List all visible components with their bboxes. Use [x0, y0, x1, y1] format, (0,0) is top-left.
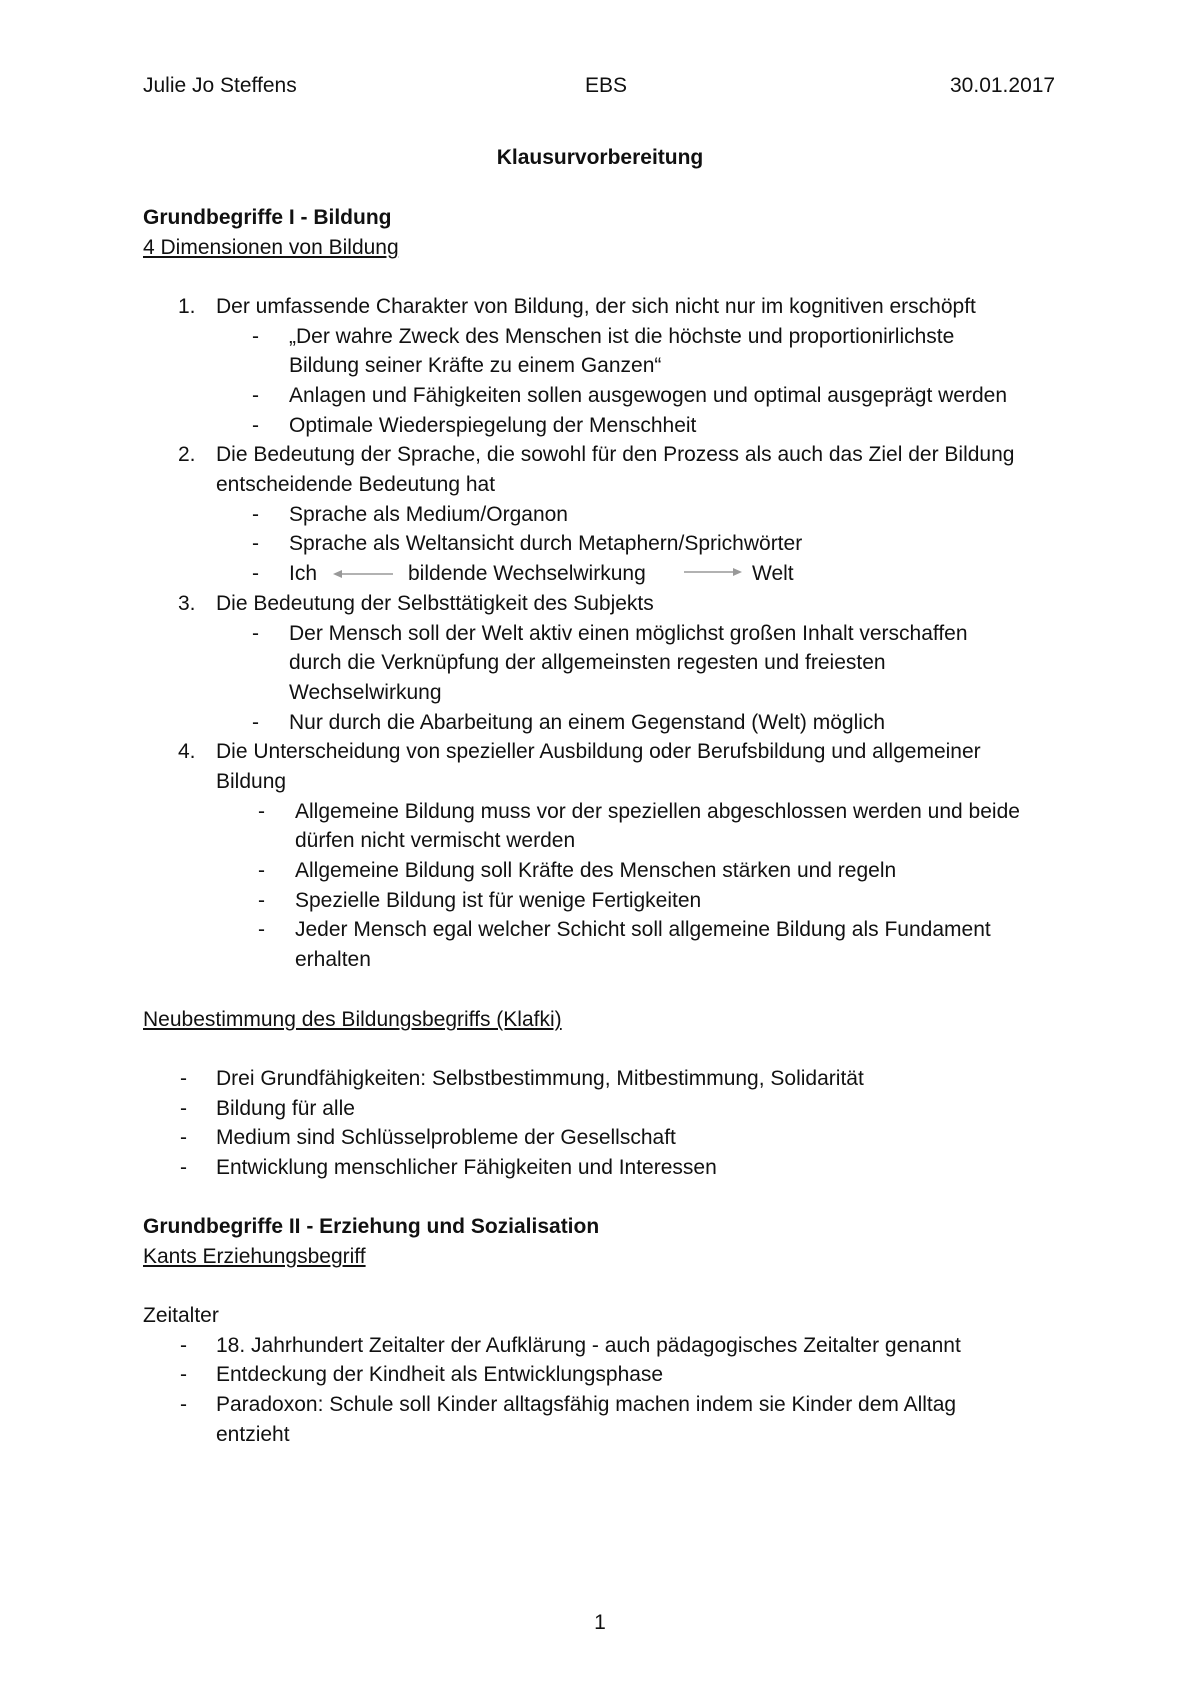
section2-bullet1: Drei Grundfähigkeiten: Selbstbestimmung, Mitbestimmung, Solidarität	[216, 1067, 864, 1090]
item1-bullet2-dash: -	[252, 384, 259, 407]
item2-bullet2-dash: -	[252, 532, 259, 555]
item3-bullet1-line3: Wechselwirkung	[289, 681, 442, 704]
section1-heading: Grundbegriffe I - Bildung	[143, 206, 392, 229]
section2-bullet1-dash: -	[180, 1067, 187, 1090]
item3-bullet2-dash: -	[252, 711, 259, 734]
item4-bullet3-dash: -	[258, 889, 265, 912]
item4-bullet3-line1: Spezielle Bildung ist für wenige Fertigkeiten	[295, 889, 702, 912]
item1-bullet1-dash: -	[252, 325, 259, 348]
header-author: Julie Jo Steffens	[143, 74, 297, 97]
item4-bullet4-line1: Jeder Mensch egal welcher Schicht soll allgemeine Bildung als Fundament	[295, 918, 991, 941]
section3-bullet2: Entdeckung der Kindheit als Entwicklungsphase	[216, 1363, 664, 1386]
item3-bullet2-line1: Nur durch die Abarbeitung an einem Gegenstand (Welt) möglich	[289, 711, 886, 734]
item2-bullet1-dash: -	[252, 503, 259, 526]
section3-bullet3-line2: entzieht	[216, 1423, 290, 1446]
item3-line1: Die Bedeutung der Selbsttätigkeit des Subjekts	[216, 592, 654, 615]
section3-bullet3-dash: -	[180, 1393, 187, 1416]
section3-bullet3-line1: Paradoxon: Schule soll Kinder alltagsfähig machen indem sie Kinder dem Alltag	[216, 1393, 957, 1416]
item2-number: 2.	[178, 443, 196, 466]
section2-bullet2: Bildung für alle	[216, 1097, 355, 1120]
item1-line1: Der umfassende Charakter von Bildung, der sich nicht nur im kognitiven erschöpft	[216, 295, 976, 318]
item3-bullet1-line1: Der Mensch soll der Welt aktiv einen möglichst großen Inhalt verschaffen	[289, 622, 968, 645]
item3-number: 3.	[178, 592, 196, 615]
item3-bullet1-line2: durch die Verknüpfung der allgemeinsten regesten und freiesten	[289, 651, 886, 674]
item3-bullet1-dash: -	[252, 622, 259, 645]
item4-number: 4.	[178, 740, 196, 763]
relation-left: Ich	[289, 562, 318, 585]
page-title: Klausurvorbereitung	[496, 146, 704, 169]
section2-bullet3-dash: -	[180, 1126, 187, 1149]
section2-bullet3: Medium sind Schlüsselprobleme der Gesellschaft	[216, 1126, 676, 1149]
item2-line2: entscheidende Bedeutung hat	[216, 473, 496, 496]
relation-right: Welt	[752, 562, 794, 585]
item4-bullet1-dash: -	[258, 800, 265, 823]
item4-bullet2-line1: Allgemeine Bildung soll Kräfte des Menschen stärken und regeln	[295, 859, 897, 882]
arrow-right-icon	[682, 565, 744, 579]
item4-bullet1-line1: Allgemeine Bildung muss vor der speziellen abgeschlossen werden und beide	[295, 800, 1020, 823]
item4-bullet4-line2: erhalten	[295, 948, 371, 971]
section3-bullet2-dash: -	[180, 1363, 187, 1386]
section3-subheading: Kants Erziehungsbegriff	[143, 1245, 366, 1268]
item4-bullet1-line2: dürfen nicht vermischt werden	[295, 829, 576, 852]
header-date: 30.01.2017	[950, 74, 1056, 97]
section3-bullet1: 18. Jahrhundert Zeitalter der Aufklärung - auch pädagogisches Zeitalter genannt	[216, 1334, 961, 1357]
section2-bullet2-dash: -	[180, 1097, 187, 1120]
item4-line1: Die Unterscheidung von spezieller Ausbildung oder Berufsbildung und allgemeiner	[216, 740, 981, 763]
section2-bullet4-dash: -	[180, 1156, 187, 1179]
item1-bullet1-line1: „Der wahre Zweck des Menschen ist die höchste und proportionirlichste	[289, 325, 955, 348]
item1-bullet3-line1: Optimale Wiederspiegelung der Menschheit	[289, 414, 697, 437]
item1-bullet2-line1: Anlagen und Fähigkeiten sollen ausgewogen und optimal ausgeprägt werden	[289, 384, 1008, 407]
item2-line1: Die Bedeutung der Sprache, die sowohl für den Prozess als auch das Ziel der Bildung	[216, 443, 1015, 466]
section3-label: Zeitalter	[143, 1304, 219, 1327]
item4-bullet2-dash: -	[258, 859, 265, 882]
item4-bullet4-dash: -	[258, 918, 265, 941]
item2-bullet2-line1: Sprache als Weltansicht durch Metaphern/Sprichwörter	[289, 532, 803, 555]
section3-bullet1-dash: -	[180, 1334, 187, 1357]
page-number: 1	[594, 1611, 606, 1634]
item1-bullet1-line2: Bildung seiner Kräfte zu einem Ganzen“	[289, 354, 662, 377]
item4-line2: Bildung	[216, 770, 287, 793]
section3-heading: Grundbegriffe II - Erziehung und Sozialisation	[143, 1215, 600, 1238]
section2-subheading: Neubestimmung des Bildungsbegriffs (Klafki)	[143, 1008, 562, 1031]
item1-bullet3-dash: -	[252, 414, 259, 437]
relation-middle: bildende Wechselwirkung	[408, 562, 646, 585]
header-course: EBS	[585, 74, 628, 97]
section1-subheading: 4 Dimensionen von Bildung	[143, 236, 399, 259]
item2-relation-dash: -	[252, 562, 259, 585]
item2-bullet1-line1: Sprache als Medium/Organon	[289, 503, 568, 526]
item1-number: 1.	[178, 295, 196, 318]
arrow-left-icon	[333, 567, 395, 581]
section2-bullet4: Entwicklung menschlicher Fähigkeiten und Interessen	[216, 1156, 717, 1179]
